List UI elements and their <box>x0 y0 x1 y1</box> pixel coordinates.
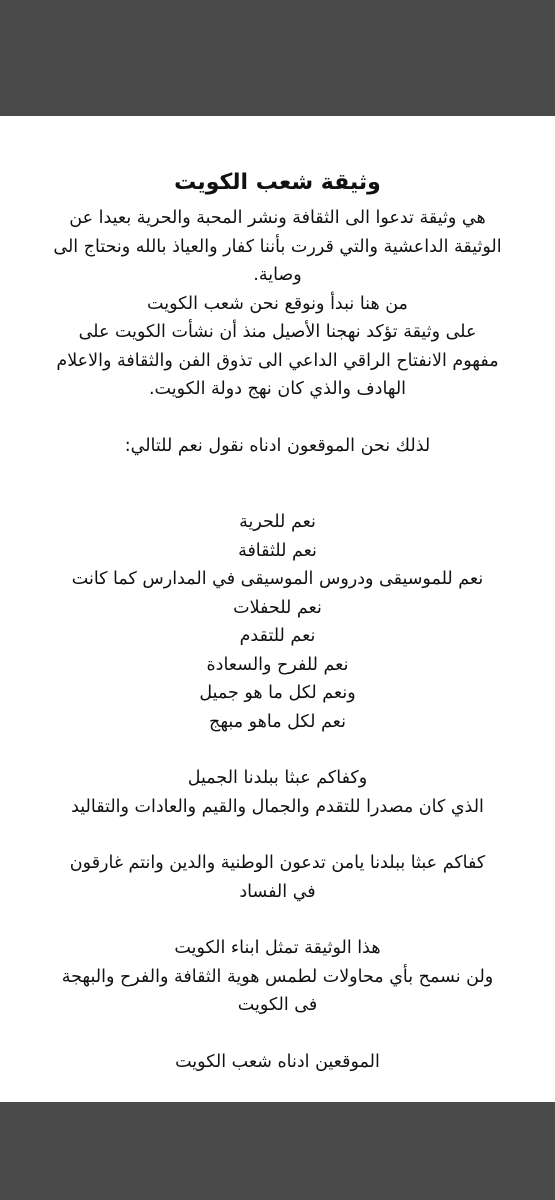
list-item: نعم لكل ماهو مبهج <box>209 711 346 732</box>
text-line: مفهوم الانفتاح الراقي الداعي الى تذوق الفن والثقافة والاعلام <box>56 350 499 371</box>
text-line: على وثيقة تؤكد نهجنا الأصيل منذ أن نشأت الكويت على <box>78 322 477 342</box>
declaration-line: لذلك نحن الموقعون ادناه نقول نعم للتالي: <box>124 435 431 456</box>
top-black-bar <box>0 0 555 116</box>
list-item: نعم للفرح والسعادة <box>206 654 349 675</box>
list-item: نعم للموسيقى ودروس الموسيقى في المدارس كما كانت <box>71 569 484 589</box>
list-item: نعم للحرية <box>239 512 316 532</box>
intro-paragraph <box>24 204 531 290</box>
list-item: ونعم لكل ما هو جميل <box>199 683 356 703</box>
text-line: كفاكم عبثا ببلدنا يامن تدعون الوطنية والدين وانتم غارقون <box>69 853 486 873</box>
enough-paragraph-2 <box>24 849 531 906</box>
document-title: وثيقة شعب الكويت <box>174 170 381 195</box>
text-line: وكفاكم عبثا ببلدنا الجميل <box>187 768 368 788</box>
enough-paragraph-1 <box>24 764 531 821</box>
signatories-line: الموقعين ادناه شعب الكويت <box>175 1051 380 1072</box>
text-line: الذي كان مصدرا للتقدم والجمال والقيم والعادات والتقاليد <box>71 796 484 817</box>
text-line: في الفساد <box>239 881 316 902</box>
list-item: نعم للحفلات <box>233 597 322 618</box>
text-line: ولن نسمح بأي محاولات لطمس هوية الثقافة والفرح والبهجة <box>61 966 494 987</box>
text-line: الهادف والذي كان نهج دولة الكويت. <box>148 379 407 399</box>
bottom-black-bar <box>0 1102 555 1200</box>
document-body <box>24 166 531 1076</box>
text-line: وصاية. <box>253 265 302 285</box>
text-line: فى الكويت <box>237 995 318 1015</box>
yes-list <box>24 508 531 736</box>
origin-paragraph <box>24 290 531 404</box>
text-line: من هنا نبدأ ونوقع نحن شعب الكويت <box>147 293 408 314</box>
represents-paragraph <box>24 934 531 1020</box>
text-line: هي وثيقة تدعوا الى الثقافة ونشر المحبة والحرية بعيدا عن <box>69 208 486 228</box>
text-line: هذا الوثيقة تمثل ابناء الكويت <box>174 938 381 958</box>
list-item: نعم للثقافة <box>238 540 317 561</box>
text-line: الوثيقة الداعشية والتي قررت بأننا كفار والعياذ بالله ونحتاج الى <box>53 236 502 257</box>
list-item: نعم للتقدم <box>239 626 316 646</box>
